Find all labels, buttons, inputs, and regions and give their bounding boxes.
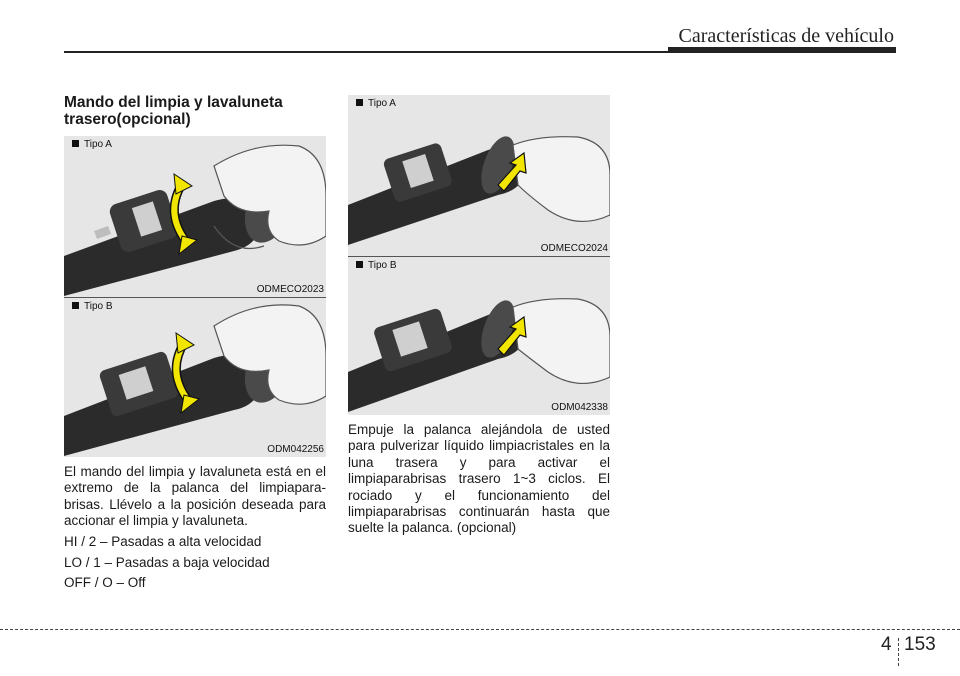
square-bullet-icon [72,302,79,309]
right-paragraph: Empuje la palanca alejándola de usted para pulverizar líquido limpiacristales en la luna trasera y para activar el limpiaparabrisas trasero 1~3 ciclos. El rociado y el funcionamiento del limpiaparabrisas continuarán hasta que suelte la palanca. (opcional) [348,422,610,536]
figure-type-label: Tipo B [72,301,113,312]
square-bullet-icon [72,140,79,147]
figure-code: ODMECO2023 [256,284,324,295]
figure-wiper-push-type-b [348,257,610,415]
figure-code: ODM042256 [267,444,324,455]
figure-wiper-rotate-type-b [64,298,326,457]
wiper-lever-illustration [64,136,326,297]
footer-rule [0,629,960,630]
header-rule-accent [668,47,896,53]
wiper-lever-illustration [348,95,610,256]
section-title: Mando del limpia y lavaluneta trasero(opcional) [64,94,283,128]
figure-type-label: Tipo A [72,139,112,150]
wiper-lever-illustration [64,298,326,457]
figure-type-label: Tipo A [356,98,396,109]
page-number-separator [898,638,900,666]
mode-line-hi: HI / 2 – Pasadas a alta velocidad [64,534,262,549]
figure-code: ODMECO2024 [540,243,608,254]
figure-wiper-push-type-a [348,95,610,256]
chapter-header-title: Características de vehículo [678,25,894,47]
wiper-lever-illustration [348,257,610,415]
mode-line-lo: LO / 1 – Pasadas a baja velocidad [64,555,270,570]
figure-code: ODM042338 [551,402,608,413]
figure-wiper-rotate-type-a [64,136,326,297]
page-number: 153 [904,634,936,655]
square-bullet-icon [356,261,363,268]
header-rule [64,51,668,53]
left-paragraph: El mando del limpia y lavaluneta está en el extremo de la palanca del limpiapara-brisas. Llévelo a la posición deseada para accionar el limpia y lavaluneta. [64,464,326,529]
square-bullet-icon [356,99,363,106]
chapter-number: 4 [881,634,892,655]
figure-type-label: Tipo B [356,260,397,271]
mode-line-off: OFF / O – Off [64,575,146,590]
